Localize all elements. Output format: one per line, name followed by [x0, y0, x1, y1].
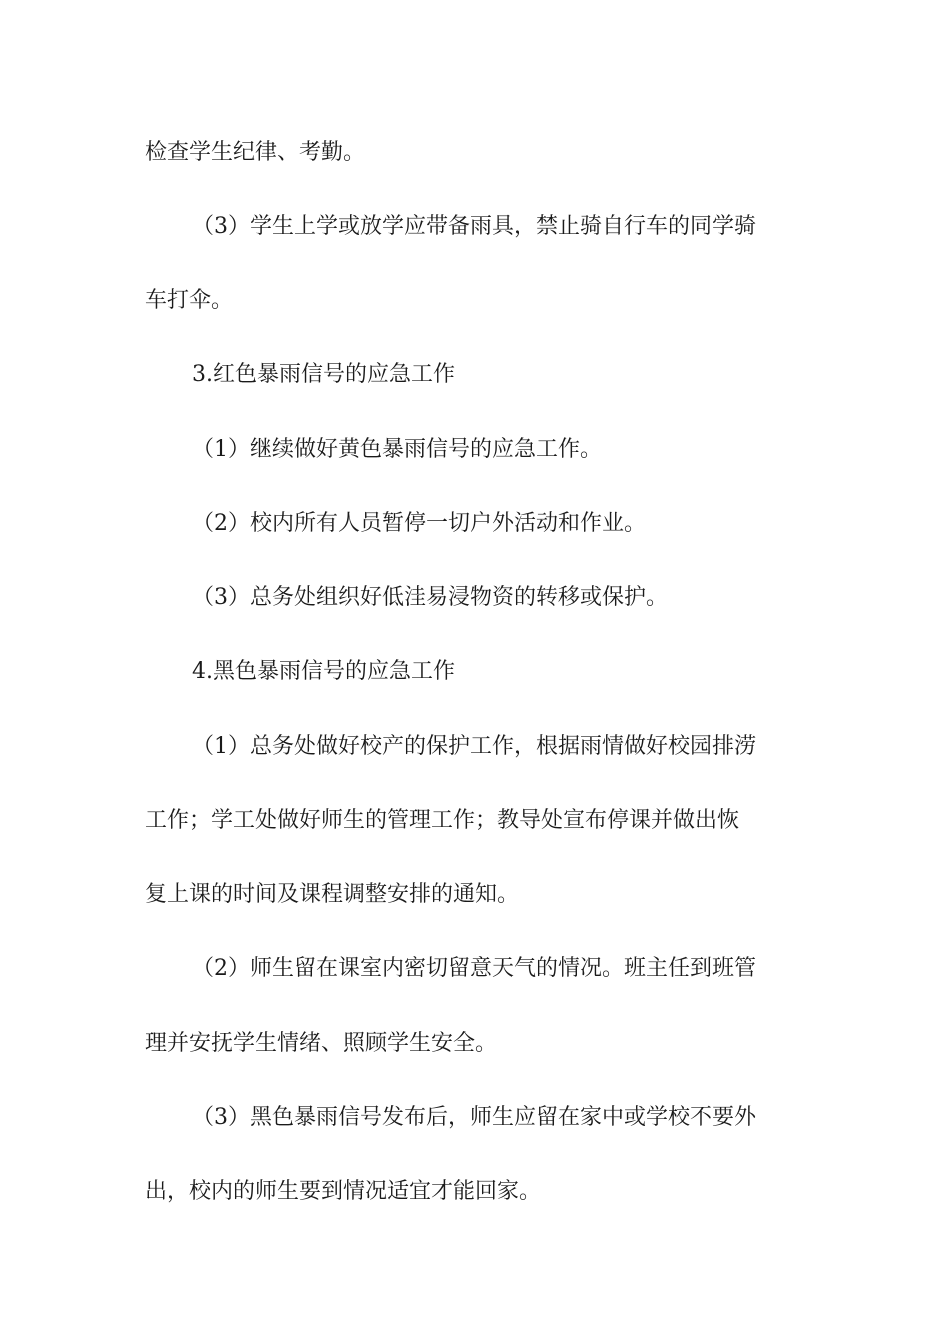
- text-line-5: （1）继续做好黄色暴雨信号的应急工作。: [192, 437, 602, 462]
- text-line-10: 工作；学工处做好师生的管理工作；教导处宣布停课并做出恢: [145, 808, 740, 833]
- section-heading-black-signal: 4.黑色暴雨信号的应急工作: [192, 659, 455, 684]
- text-line-1: 检查学生纪律、考勤。: [145, 140, 366, 165]
- text-line-9: （1）总务处做好校产的保护工作，根据雨情做好校园排涝: [192, 734, 756, 759]
- text-line-11: 复上课的时间及课程调整安排的通知。: [145, 882, 520, 907]
- text-line-3: 车打伞。: [145, 288, 234, 313]
- text-line-2: （3）学生上学或放学应带备雨具，禁止骑自行车的同学骑: [192, 214, 756, 239]
- text-line-6: （2）校内所有人员暂停一切户外活动和作业。: [192, 511, 646, 536]
- text-line-15: 出，校内的师生要到情况适宜才能回家。: [145, 1179, 542, 1204]
- text-line-13: 理并安抚学生情绪、照顾学生安全。: [145, 1031, 498, 1056]
- text-line-12: （2）师生留在课室内密切留意天气的情况。班主任到班管: [192, 956, 756, 981]
- text-line-7: （3）总务处组织好低洼易浸物资的转移或保护。: [192, 585, 668, 610]
- section-heading-red-signal: 3.红色暴雨信号的应急工作: [192, 362, 455, 387]
- text-line-14: （3）黑色暴雨信号发布后，师生应留在家中或学校不要外: [192, 1105, 756, 1130]
